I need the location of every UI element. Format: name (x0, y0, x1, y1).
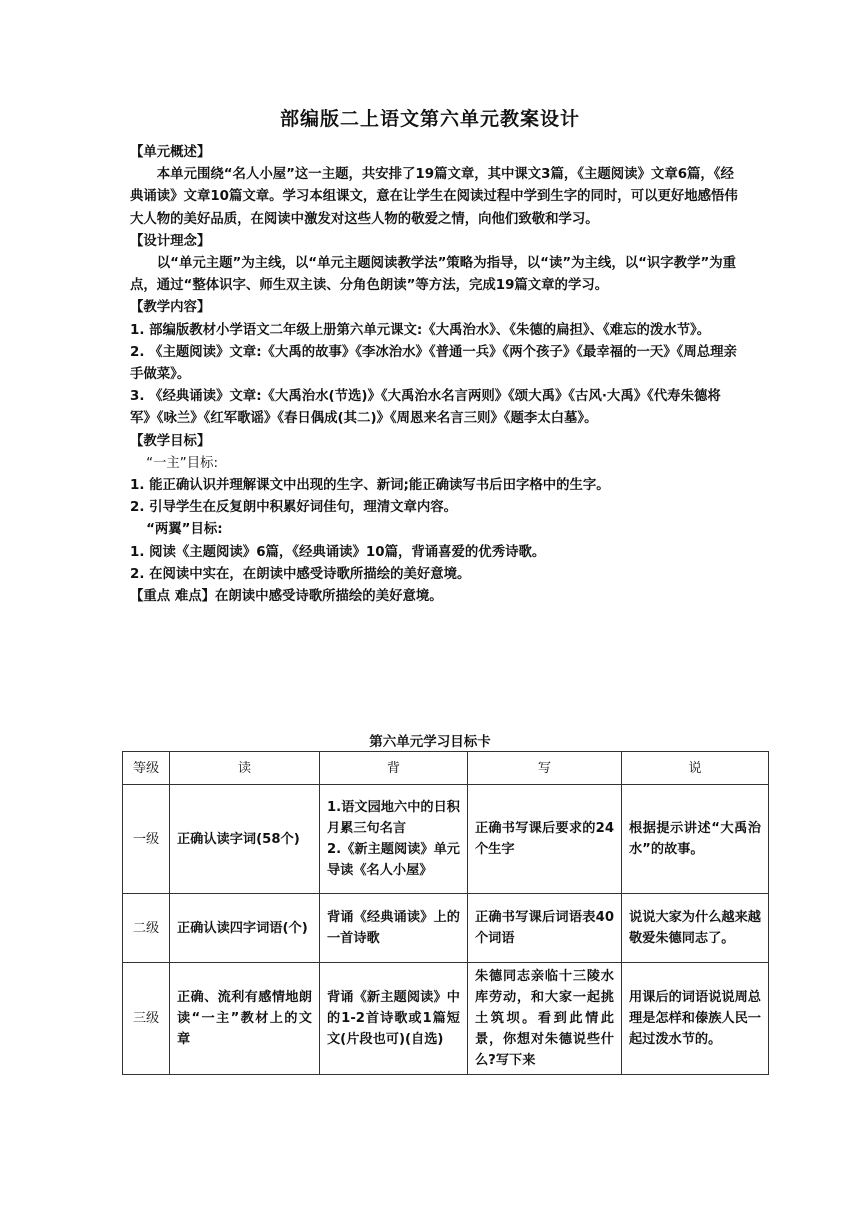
cell-recite: 背诵《新主题阅读》中的1-2首诗歌或1篇短文(片段也可)(自选) (320, 963, 468, 1075)
key-difficulty-text: 在朗读中感受诗歌所描绘的美好意境。 (215, 589, 443, 605)
document-body (130, 142, 740, 608)
cell-level: 二级 (123, 894, 170, 963)
cell-level: 一级 (123, 785, 170, 894)
cell-recite-line: 2.《新主题阅读》单元导读《名人小屋》 (327, 842, 460, 878)
document-title: 部编版二上语文第六单元教案设计 (279, 108, 580, 130)
table-row (123, 963, 769, 1075)
goal-wing-label: “两翼”目标: (146, 522, 223, 538)
section-heading-content: 【教学内容】 (130, 300, 211, 316)
goal-main-item: 2. 引导学生在反复朗中积累好词佳句，理清文章内容。 (130, 500, 458, 516)
header-write: 写 (468, 752, 622, 785)
goal-main-label: “一主”目标: (146, 455, 219, 471)
cell-level: 三级 (123, 963, 170, 1075)
cell-recite (320, 785, 468, 894)
header-say: 说 (622, 752, 769, 785)
table-row (123, 894, 769, 963)
cell-say: 用课后的词语说说周总理是怎样和傣族人民一起过泼水节的。 (622, 963, 769, 1075)
header-recite: 背 (320, 752, 468, 785)
header-read: 读 (170, 752, 320, 785)
concept-paragraph: 以“单元主题”为主线，以“单元主题阅读教学法”策略为指导，以“读”为主线，以“识字教学”为重点，通过“整体识字、师生双主读、分角色朗读”等方法，完成19篇文章的学习。 (130, 256, 737, 294)
cell-read: 正确认读四字词语(个) (170, 894, 320, 963)
goal-main-item: 1. 能正确认识并理解课文中出现的生字、新词;能正确读写书后田字格中的生字。 (130, 478, 610, 494)
content-item: 2. 《主题阅读》文章:《大禹的故事》《李冰治水》《普通一兵》《两个孩子》《最幸福的一天》《周总理亲手做菜》。 (130, 344, 737, 383)
section-heading-goals: 【教学目标】 (130, 433, 211, 449)
cell-say: 根据提示讲述“大禹治水”的故事。 (622, 785, 769, 894)
cell-recite: 背诵《经典诵读》上的一首诗歌 (320, 894, 468, 963)
cell-read: 正确、流利有感情地朗读“一主”教材上的文章 (170, 963, 320, 1075)
table-title: 第六单元学习目标卡 (369, 734, 491, 750)
goal-wing-item: 2. 在阅读中实在，在朗读中感受诗歌所描绘的美好意境。 (130, 566, 471, 582)
key-difficulty (130, 586, 740, 608)
cell-write: 正确书写课后词语表40个词语 (468, 894, 622, 963)
learning-goals-table (122, 751, 769, 1075)
cell-write: 朱德同志亲临十三陵水库劳动，和大家一起挑土筑坝。看到此情此景，你想对朱德说些什么?写下来 (468, 963, 622, 1075)
table-header-row (123, 752, 769, 785)
content-item: 3. 《经典诵读》文章:《大禹治水(节选)》《大禹治水名言两则》《颂大禹》《古风·大禹》《代寿朱德将军》《咏兰》《红军歌谣》《春日偶成(其二)》《周恩来名言三则》《题李太白墓》。 (130, 389, 721, 427)
cell-recite-line: 1.语文园地六中的日积月累三句名言 (327, 800, 460, 836)
overview-paragraph: 本单元围绕“名人小屋”这一主题，共安排了19篇文章，其中课文3篇，《主题阅读》文章6篇，《经典诵读》文章10篇文章。学习本组课文，意在让学生在阅读过程中学到生字的同时，可以更好地感悟伟大人物的美好品质，在阅读中激发对这些人物的敬爱之情，向他们致敬和学习。 (130, 167, 738, 227)
section-heading-concept: 【设计理念】 (130, 233, 211, 249)
cell-read: 正确认读字词(58个) (170, 785, 320, 894)
content-item: 1. 部编版教材小学语文二年级上册第六单元课文:《大禹治水》、《朱德的扁担》、《难忘的泼水节》。 (130, 322, 711, 338)
header-level: 等级 (123, 752, 170, 785)
cell-write: 正确书写课后要求的24个生字 (468, 785, 622, 894)
cell-say: 说说大家为什么越来越敬爱朱德同志了。 (622, 894, 769, 963)
key-difficulty-heading: 【重点 难点】 (130, 589, 216, 605)
section-heading-overview: 【单元概述】 (130, 145, 211, 160)
table-row (123, 785, 769, 894)
goal-wing-item: 1. 阅读《主题阅读》6篇，《经典诵读》10篇，背诵喜爱的优秀诗歌。 (130, 544, 546, 560)
